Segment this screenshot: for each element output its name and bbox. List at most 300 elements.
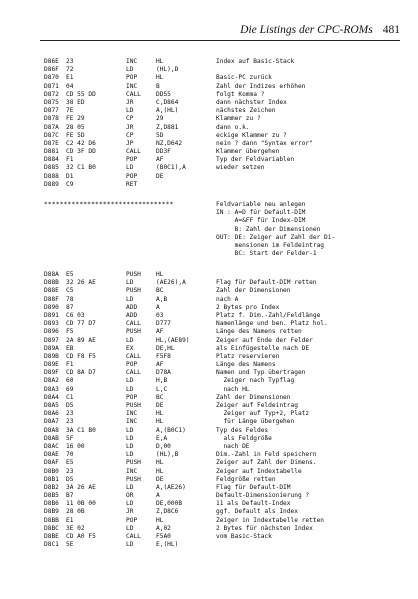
- code-comment: nach HL: [216, 385, 250, 393]
- code-line: [44, 99, 404, 107]
- code-hex: CD F8 F5: [66, 352, 96, 360]
- code-comment: folgt Komma ?: [216, 90, 265, 98]
- code-comment: dann o.k.: [216, 123, 250, 131]
- code-hex: FE 5D: [66, 131, 85, 139]
- page-number: 481: [382, 24, 400, 36]
- code-hex: 23: [66, 467, 74, 475]
- code-line: [44, 181, 404, 189]
- code-hex: D1: [66, 172, 74, 180]
- code-line: [44, 443, 404, 451]
- code-address: D896: [44, 328, 59, 336]
- code-address: D86F: [44, 66, 59, 74]
- code-line: [44, 394, 404, 402]
- code-operand: D777: [156, 320, 171, 328]
- code-hex: 23: [66, 410, 74, 418]
- code-address: D8A5: [44, 402, 59, 409]
- code-operand: E,A: [156, 434, 168, 442]
- code-comment: Zahl der Dimensionen: [216, 287, 291, 295]
- code-hex: CD 3F DD: [66, 148, 96, 156]
- code-comment: als Feldgröße: [216, 434, 272, 442]
- code-hex: C2 42 D6: [66, 139, 96, 147]
- code-address: D88B: [44, 279, 59, 287]
- code-hex: 72: [66, 66, 74, 74]
- code-mnemonic: POP: [126, 172, 138, 180]
- code-address: D8AB: [44, 434, 59, 442]
- code-mnemonic: POP: [126, 393, 138, 401]
- code-address: D877: [44, 107, 59, 115]
- code-mnemonic: PUSH: [126, 271, 141, 278]
- code-line: [44, 107, 404, 115]
- code-mnemonic: JR: [126, 98, 134, 106]
- code-line: [44, 91, 404, 99]
- code-mnemonic: LD: [126, 500, 134, 508]
- code-mnemonic: CALL: [126, 369, 141, 377]
- code-comment: Zeiger auf Feldeintrag: [216, 402, 298, 409]
- code-address: D8BC: [44, 524, 59, 532]
- code-hex: F5: [66, 328, 74, 336]
- code-operand: DE,HL: [156, 344, 175, 352]
- code-address: D872: [44, 90, 59, 98]
- code-address: D888: [44, 172, 59, 180]
- code-comment: Namenlänge und ben. Platz hol.: [216, 320, 328, 328]
- code-line: [44, 156, 404, 164]
- code-line: [44, 304, 404, 312]
- code-operand: HL: [156, 74, 164, 82]
- code-mnemonic: LD: [126, 524, 134, 532]
- code-hex: C6 03: [66, 311, 85, 319]
- code-address: D88F: [44, 295, 59, 303]
- code-mnemonic: LD: [126, 164, 134, 172]
- code-comment: Default-Dimensionierung ?: [216, 492, 310, 500]
- code-line: [44, 418, 404, 426]
- code-hex: EB: [66, 344, 74, 352]
- code-line: [44, 484, 404, 492]
- code-hex: 5E: [66, 541, 74, 549]
- code-mnemonic: CALL: [126, 320, 141, 328]
- code-mnemonic: PUSH: [126, 287, 141, 295]
- header-title: Die Listings der CPC-ROMs: [240, 24, 373, 36]
- code-comment: nach DE: [216, 442, 250, 450]
- code-operand: (AE26),A: [156, 279, 186, 287]
- code-line: [44, 459, 404, 467]
- code-mnemonic: PUSH: [126, 328, 141, 336]
- code-hex: 7E: [66, 107, 74, 115]
- code-address: D8A2: [44, 377, 59, 385]
- code-line: [44, 296, 404, 304]
- code-hex: F1: [66, 361, 74, 369]
- code-operand: A: [156, 492, 160, 500]
- code-line: [44, 115, 404, 123]
- code-comment: Zahl der Dimensionen: [216, 393, 291, 401]
- code-line: [44, 451, 404, 459]
- code-address: D8C1: [44, 541, 59, 549]
- code-mnemonic: RET: [126, 180, 138, 188]
- code-address: D8B0: [44, 467, 59, 475]
- code-mnemonic: CALL: [126, 148, 141, 156]
- code-line: [44, 369, 404, 377]
- code-hex: 23: [66, 418, 74, 426]
- code-mnemonic: INC: [126, 418, 138, 426]
- code-mnemonic: POP: [126, 156, 138, 164]
- code-comment: für Länge übergehen: [216, 418, 295, 426]
- code-line: [44, 148, 404, 156]
- code-hex: 87: [66, 303, 74, 311]
- code-comment: eckige Klammer zu ?: [216, 131, 287, 139]
- code-address: D8BB: [44, 516, 59, 524]
- code-comment: 2 Bytes pro Index: [216, 303, 280, 311]
- code-hex: C5: [66, 287, 74, 295]
- code-hex: CD 77 D7: [66, 320, 96, 328]
- code-operand: L,C: [156, 385, 168, 393]
- code-comment: Typ der Feldvariablen: [216, 156, 295, 164]
- code-mnemonic: LD: [126, 336, 134, 344]
- code-operand: A,(HL): [156, 107, 179, 115]
- code-mnemonic: PUSH: [126, 459, 141, 467]
- code-comment: Typ des Feldes: [216, 426, 269, 434]
- code-comment: Zeiger auf Ende der Felder: [216, 336, 313, 344]
- code-operand: AF: [156, 156, 164, 164]
- code-line: [44, 353, 404, 361]
- code-comment: Namen und Typ übertragen: [216, 369, 306, 377]
- code-operand: DD55: [156, 90, 171, 98]
- code-hex: 5F: [66, 434, 74, 442]
- code-line: [44, 541, 404, 549]
- code-operand: NZ,D642: [156, 139, 183, 147]
- code-hex: B7: [66, 492, 74, 500]
- code-operand: A,B: [156, 295, 168, 303]
- code-comment: Zeiger nach Typflag: [216, 377, 295, 385]
- code-line: [44, 410, 404, 418]
- code-mnemonic: CP: [126, 115, 134, 123]
- code-operand: HL: [156, 418, 164, 426]
- code-operand: BC: [156, 287, 164, 295]
- code-line: [44, 517, 404, 525]
- header-rule: [40, 40, 400, 41]
- code-line: [44, 320, 404, 328]
- code-comment: Index auf Basic-Stack: [216, 58, 295, 65]
- code-operand: BC: [156, 393, 164, 401]
- code-comment: Zahl der Indizes erhöhen: [216, 82, 306, 90]
- code-hex: 2A 89 AE: [66, 336, 96, 344]
- code-address: D89F: [44, 369, 59, 377]
- code-mnemonic: LD: [126, 385, 134, 393]
- assembly-listing: [44, 58, 404, 549]
- code-address: D87A: [44, 123, 59, 131]
- code-hex: 16 00: [66, 442, 85, 450]
- code-hex: CD 55 DD: [66, 90, 96, 98]
- description-line: BC: Start der Felder-1: [216, 250, 317, 258]
- code-hex: E5: [66, 459, 74, 467]
- code-hex: 60: [66, 377, 74, 385]
- code-line: [44, 386, 404, 394]
- code-hex: 11 0B 00: [66, 500, 96, 508]
- code-operand: DE: [156, 172, 164, 180]
- code-address: D88A: [44, 271, 59, 278]
- code-hex: 23: [66, 58, 74, 65]
- code-hex: E1: [66, 516, 74, 524]
- code-comment: nächstes Zeichen: [216, 107, 276, 115]
- code-operand: F5A0: [156, 533, 171, 540]
- code-address: D8A8: [44, 426, 59, 434]
- code-hex: FE 29: [66, 115, 85, 123]
- code-operand: D,00: [156, 442, 171, 450]
- code-line: [44, 525, 404, 533]
- code-address: D884: [44, 156, 59, 164]
- code-operand: HL: [156, 467, 164, 475]
- code-comment: Flag für Default-DIM: [216, 483, 291, 491]
- routine-description: [44, 201, 404, 259]
- code-operand: HL,(AE89): [156, 336, 190, 344]
- code-address: D870: [44, 74, 59, 82]
- code-operand: DE: [156, 475, 164, 483]
- code-hex: 32 26 AE: [66, 279, 96, 287]
- code-mnemonic: LD: [126, 66, 134, 74]
- code-mnemonic: ADD: [126, 311, 138, 319]
- code-operand: DE: [156, 402, 164, 409]
- code-mnemonic: LD: [126, 107, 134, 115]
- code-address: D8B2: [44, 483, 59, 491]
- code-address: D8AF: [44, 459, 59, 467]
- code-comment: Zeiger auf Typ+2, Platz: [216, 410, 310, 418]
- code-line: [44, 427, 404, 435]
- code-mnemonic: CP: [126, 131, 134, 139]
- code-comment: nein ? dann "Syntax error": [216, 139, 313, 147]
- code-mnemonic: LD: [126, 295, 134, 303]
- code-comment: dann nächster Index: [216, 98, 287, 106]
- code-operand: 29: [156, 115, 164, 123]
- code-address: D885: [44, 164, 59, 172]
- code-line: [44, 500, 404, 508]
- code-mnemonic: LD: [126, 483, 134, 491]
- code-operand: E,(HL): [156, 541, 179, 549]
- listing-block-2: [44, 271, 404, 549]
- code-operand: A: [156, 303, 160, 311]
- code-hex: F1: [66, 156, 74, 164]
- code-operand: HL: [156, 410, 164, 418]
- code-line: [44, 66, 404, 74]
- code-address: D8BE: [44, 533, 59, 540]
- code-line: [44, 328, 404, 336]
- code-address: D8A4: [44, 393, 59, 401]
- code-mnemonic: JR: [126, 508, 134, 516]
- description-line: B: Zahl der Dimensionen: [216, 225, 321, 233]
- code-line: [44, 337, 404, 345]
- code-address: D8A6: [44, 410, 59, 418]
- code-comment: Basic-PC zurück: [216, 74, 272, 82]
- code-comment: Klammer übergehen: [216, 148, 280, 156]
- code-line: [44, 74, 404, 82]
- code-operand: H,B: [156, 377, 168, 385]
- code-mnemonic: LD: [126, 377, 134, 385]
- code-mnemonic: POP: [126, 361, 138, 369]
- description-line: Feldvariable neu anlegen: [216, 201, 306, 208]
- code-line: [44, 124, 404, 132]
- code-operand: (B0C1),A: [156, 164, 186, 172]
- code-line: [44, 377, 404, 385]
- code-line: [44, 492, 404, 500]
- code-address: D889: [44, 180, 59, 188]
- code-comment: Klammer zu ?: [216, 115, 261, 123]
- code-hex: 38 ED: [66, 98, 85, 106]
- code-operand: HL: [156, 58, 164, 65]
- code-comment: Flag für Default-DIM retten: [216, 279, 317, 287]
- block-gap: [44, 189, 404, 201]
- code-address: D87E: [44, 139, 59, 147]
- listing-block-1: [44, 58, 404, 189]
- code-address: D8B1: [44, 475, 59, 483]
- code-operand: A,(AE26): [156, 483, 186, 491]
- code-hex: 3A 26 AE: [66, 483, 96, 491]
- code-line: [44, 402, 404, 410]
- code-mnemonic: JR: [126, 123, 134, 131]
- code-line: [44, 312, 404, 320]
- code-operand: AF: [156, 361, 164, 369]
- code-mnemonic: OR: [126, 492, 134, 500]
- code-hex: CD 8A D7: [66, 369, 96, 377]
- code-operand: (HL),B: [156, 451, 179, 459]
- code-operand: 03: [156, 311, 164, 319]
- code-comment: ggf. Default als Index: [216, 508, 298, 516]
- code-mnemonic: EX: [126, 344, 134, 352]
- code-line: [44, 83, 404, 91]
- code-mnemonic: CALL: [126, 90, 141, 98]
- block-gap: [44, 259, 404, 271]
- code-line: [44, 271, 404, 279]
- separator-stars: *********************************: [44, 201, 174, 208]
- code-comment: Platz f. Dim.-Zahl/Feldlänge: [216, 311, 321, 319]
- code-operand: Z,D8C6: [156, 508, 179, 516]
- code-address: D871: [44, 82, 59, 90]
- code-line: [44, 345, 404, 353]
- code-mnemonic: CALL: [126, 533, 141, 540]
- code-mnemonic: POP: [126, 516, 138, 524]
- code-hex: 04: [66, 82, 74, 90]
- code-operand: DE,000B: [156, 500, 183, 508]
- code-operand: HL: [156, 271, 164, 278]
- code-address: D8B9: [44, 508, 59, 516]
- code-line: [44, 58, 404, 66]
- code-comment: Zeiger auf Indextabelle: [216, 467, 302, 475]
- code-address: D8A3: [44, 385, 59, 393]
- code-address: D8AE: [44, 451, 59, 459]
- code-operand: (HL),D: [156, 66, 179, 74]
- description-line: IN : A=D für Default-DIM: [216, 209, 306, 217]
- code-line: [44, 132, 404, 140]
- code-hex: 3A C1 B0: [66, 426, 96, 434]
- code-mnemonic: INC: [126, 467, 138, 475]
- code-hex: 78: [66, 295, 74, 303]
- code-address: D86E: [44, 58, 59, 65]
- code-address: D878: [44, 115, 59, 123]
- code-comment: 11 als Default-Index: [216, 500, 291, 508]
- code-hex: D5: [66, 402, 74, 409]
- code-address: D893: [44, 320, 59, 328]
- code-operand: Z,D881: [156, 123, 179, 131]
- code-comment: als Einfügestelle nach DE: [216, 344, 310, 352]
- code-line: [44, 140, 404, 148]
- code-address: D89A: [44, 344, 59, 352]
- code-operand: A,(B0C1): [156, 426, 186, 434]
- code-line: [44, 476, 404, 484]
- code-hex: D5: [66, 475, 74, 483]
- code-mnemonic: LD: [126, 279, 134, 287]
- code-mnemonic: ADD: [126, 303, 138, 311]
- code-mnemonic: PUSH: [126, 402, 141, 409]
- code-mnemonic: LD: [126, 451, 134, 459]
- code-mnemonic: LD: [126, 541, 134, 549]
- code-hex: 69: [66, 385, 74, 393]
- code-address: D8A7: [44, 418, 59, 426]
- code-hex: 70: [66, 451, 74, 459]
- code-mnemonic: JP: [126, 139, 134, 147]
- code-mnemonic: INC: [126, 58, 138, 65]
- code-comment: Länge des Namens retten: [216, 328, 302, 336]
- code-operand: B: [156, 82, 160, 90]
- description-line: mensionen im Feldeintrag: [216, 242, 325, 249]
- code-line: [44, 468, 404, 476]
- code-comment: Zeiger auf Zahl der Dimens.: [216, 459, 317, 467]
- code-operand: HL: [156, 516, 164, 524]
- code-address: D89B: [44, 352, 59, 360]
- code-hex: E1: [66, 74, 74, 82]
- code-address: D891: [44, 311, 59, 319]
- code-line: [44, 533, 404, 541]
- code-address: D8B5: [44, 492, 59, 500]
- code-mnemonic: LD: [126, 442, 134, 450]
- code-line: [44, 279, 404, 287]
- code-address: D890: [44, 303, 59, 311]
- code-line: [44, 173, 404, 181]
- description-line: OUT: DE: Zeiger auf Zahl der Di-: [216, 233, 336, 241]
- code-mnemonic: INC: [126, 82, 138, 90]
- code-mnemonic: INC: [126, 410, 138, 418]
- code-operand: 5D: [156, 131, 164, 139]
- code-address: D8B6: [44, 500, 59, 508]
- code-mnemonic: LD: [126, 434, 134, 442]
- code-line: [44, 361, 404, 369]
- code-line: [44, 287, 404, 295]
- code-operand: HL: [156, 459, 164, 467]
- code-comment: wieder setzen: [216, 164, 265, 172]
- code-hex: 3E 02: [66, 524, 85, 532]
- code-mnemonic: POP: [126, 74, 138, 82]
- code-comment: vom Basic-Stack: [216, 533, 272, 540]
- code-operand: C,D864: [156, 98, 179, 106]
- code-operand: A,02: [156, 524, 171, 532]
- code-line: [44, 508, 404, 516]
- code-comment: 2 Bytes für nächsten Index: [216, 524, 313, 532]
- code-line: [44, 164, 404, 172]
- code-comment: Zeiger in Indextabelle retten: [216, 516, 325, 524]
- code-operand: D78A: [156, 369, 171, 377]
- code-operand: DD3F: [156, 148, 171, 156]
- code-comment: Feldgröße retten: [216, 475, 276, 483]
- code-hex: 32 C1 B0: [66, 164, 96, 172]
- code-operand: F5F8: [156, 352, 171, 360]
- code-hex: CD A0 F5: [66, 533, 96, 540]
- code-comment: Platz reservieren: [216, 352, 280, 360]
- code-operand: AF: [156, 328, 164, 336]
- code-mnemonic: LD: [126, 426, 134, 434]
- code-address: D8AC: [44, 442, 59, 450]
- code-hex: C1: [66, 393, 74, 401]
- code-comment: nach A: [216, 295, 239, 303]
- code-hex: E5: [66, 271, 74, 278]
- code-hex: C9: [66, 180, 74, 188]
- code-mnemonic: PUSH: [126, 475, 141, 483]
- code-address: D88E: [44, 287, 59, 295]
- description-line: A=&FF für Index-DIM: [216, 217, 306, 225]
